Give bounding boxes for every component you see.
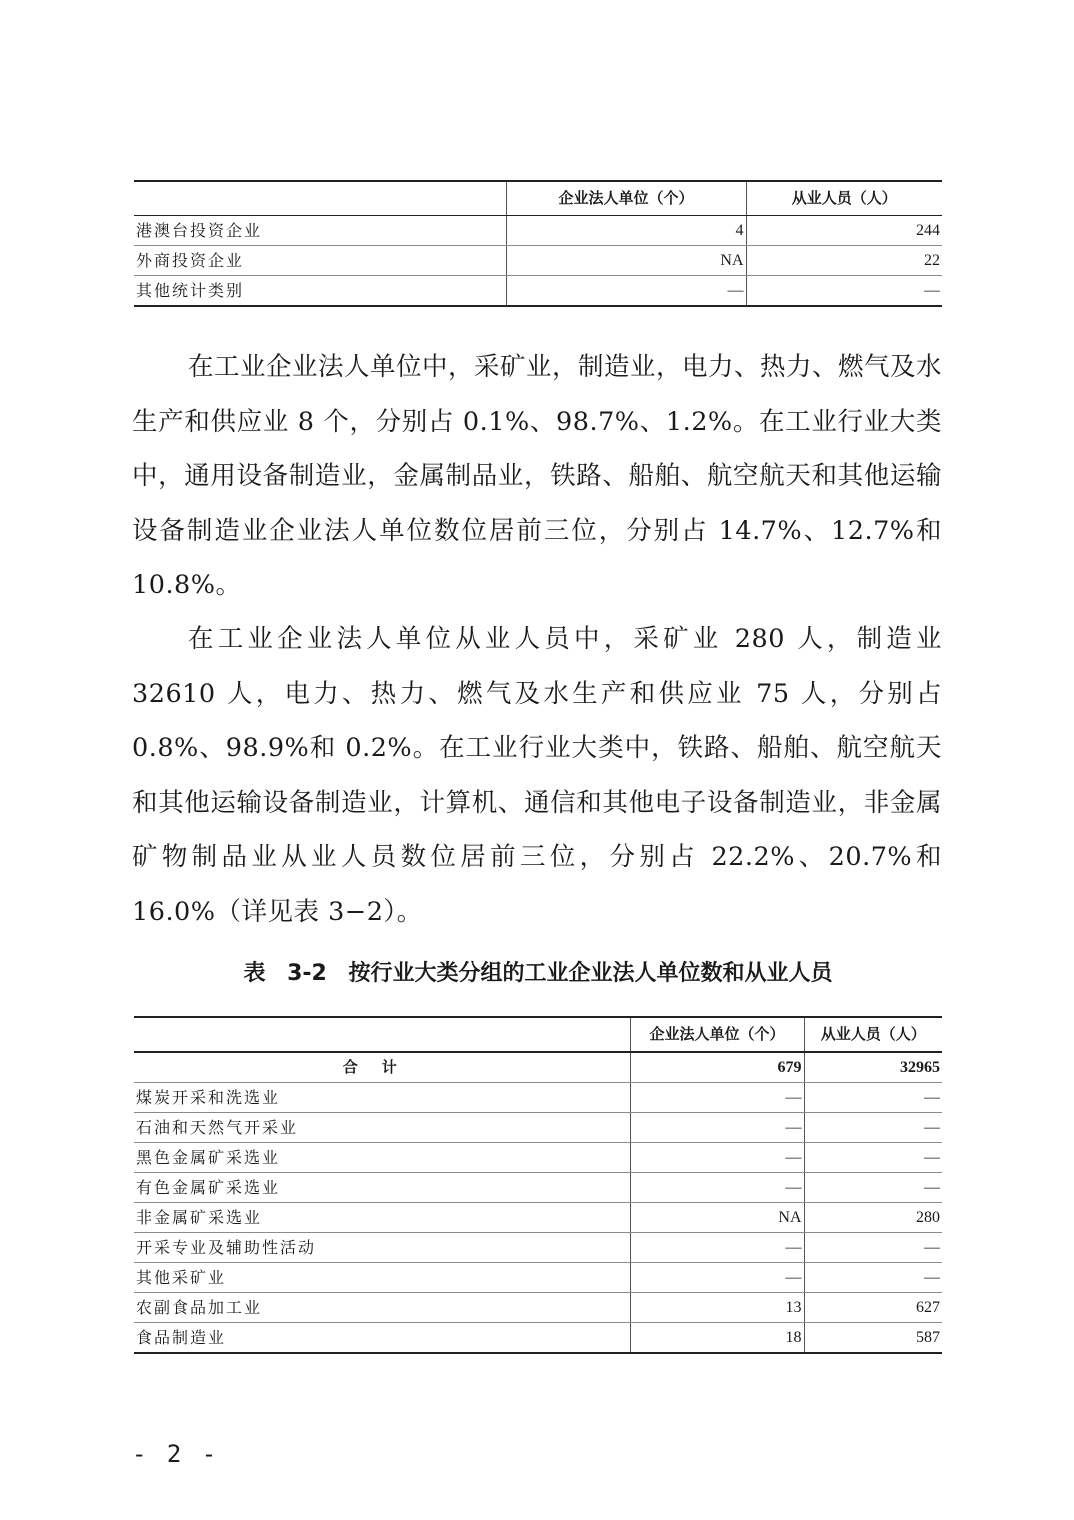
row-employees: — [804,1113,942,1143]
row-employees: — [804,1143,942,1173]
paragraph-employees: 在工业企业法人单位从业人员中，采矿业 280 人，制造业 32610 人，电力、热力、燃气及水生产和供应业 75 人，分别占 0.8%、98.9%和 0.2%。在工业行业大类中，铁路、船舶、航空航天和其他运输设备制造业，计算机、通信和其他电子设备制造业，非金属矿物制品业从业人员数位居前三位，分别占 22.2%、20.7%和 16.0%（详见表 3−2）。 [132,624,942,927]
table-header-row [134,1017,942,1052]
row-label: 煤炭开采和洗选业 [134,1083,630,1113]
table-row [134,1263,942,1293]
row-units: — [506,276,746,307]
page-number: - 2 - [132,1440,220,1468]
row-label: 石油和天然气开采业 [134,1113,630,1143]
total-row [134,1052,942,1083]
total-label: 合计 [134,1052,630,1083]
header-employees: 从业人员（人） [804,1017,942,1052]
paragraph-units: 在工业企业法人单位中，采矿业，制造业，电力、热力、燃气及水生产和供应业 8 个，分别占 0.1%、98.7%、1.2%。在工业行业大类中，通用设备制造业，金属制品业，铁路、船舶、航空航天和其他运输设备制造业企业法人单位数位居前三位，分别占 14.7%、12.7%和 10.8%。 [132,352,943,600]
table-row [134,1293,942,1323]
row-label: 有色金属矿采选业 [134,1173,630,1203]
row-employees: — [804,1233,942,1263]
table-row [134,216,942,246]
table-row [134,1173,942,1203]
row-label: 农副食品加工业 [134,1293,630,1323]
row-employees: — [804,1083,942,1113]
table-row [134,1083,942,1113]
header-units: 企业法人单位（个） [630,1017,804,1052]
header-blank [134,181,506,216]
row-units: — [630,1233,804,1263]
total-employees: 32965 [804,1052,942,1083]
row-employees: 627 [804,1293,942,1323]
table-row [134,246,942,276]
row-units: — [630,1143,804,1173]
row-label: 开采专业及辅助性活动 [134,1233,630,1263]
row-units: — [630,1113,804,1143]
table-row [134,1143,942,1173]
header-units: 企业法人单位（个） [506,181,746,216]
table-row [134,1233,942,1263]
row-units: 4 [506,216,746,246]
row-label: 其他统计类别 [134,276,506,307]
table-row [134,276,942,307]
table-header-row [134,181,942,216]
row-employees: — [804,1173,942,1203]
row-employees: 587 [804,1323,942,1354]
table-row [134,1323,942,1354]
header-employees: 从业人员（人） [746,181,942,216]
table-row [134,1113,942,1143]
row-label: 非金属矿采选业 [134,1203,630,1233]
row-label: 港澳台投资企业 [134,216,506,246]
row-units: 18 [630,1323,804,1354]
row-employees: — [746,276,942,307]
header-blank [134,1017,630,1052]
table-caption: 表 3-2 按行业大类分组的工业企业法人单位数和从业人员 [243,961,833,986]
row-employees: 244 [746,216,942,246]
row-units: — [630,1083,804,1113]
row-units: — [630,1173,804,1203]
row-label: 黑色金属矿采选业 [134,1143,630,1173]
row-employees: — [804,1263,942,1293]
row-label: 外商投资企业 [134,246,506,276]
row-label: 食品制造业 [134,1323,630,1354]
row-employees: 22 [746,246,942,276]
row-units: 13 [630,1293,804,1323]
table-row [134,1203,942,1233]
total-units: 679 [630,1052,804,1083]
ownership-table [134,180,942,307]
row-employees: 280 [804,1203,942,1233]
row-units: — [630,1263,804,1293]
row-units: NA [506,246,746,276]
industry-table [134,1016,942,1354]
row-label: 其他采矿业 [134,1263,630,1293]
row-units: NA [630,1203,804,1233]
